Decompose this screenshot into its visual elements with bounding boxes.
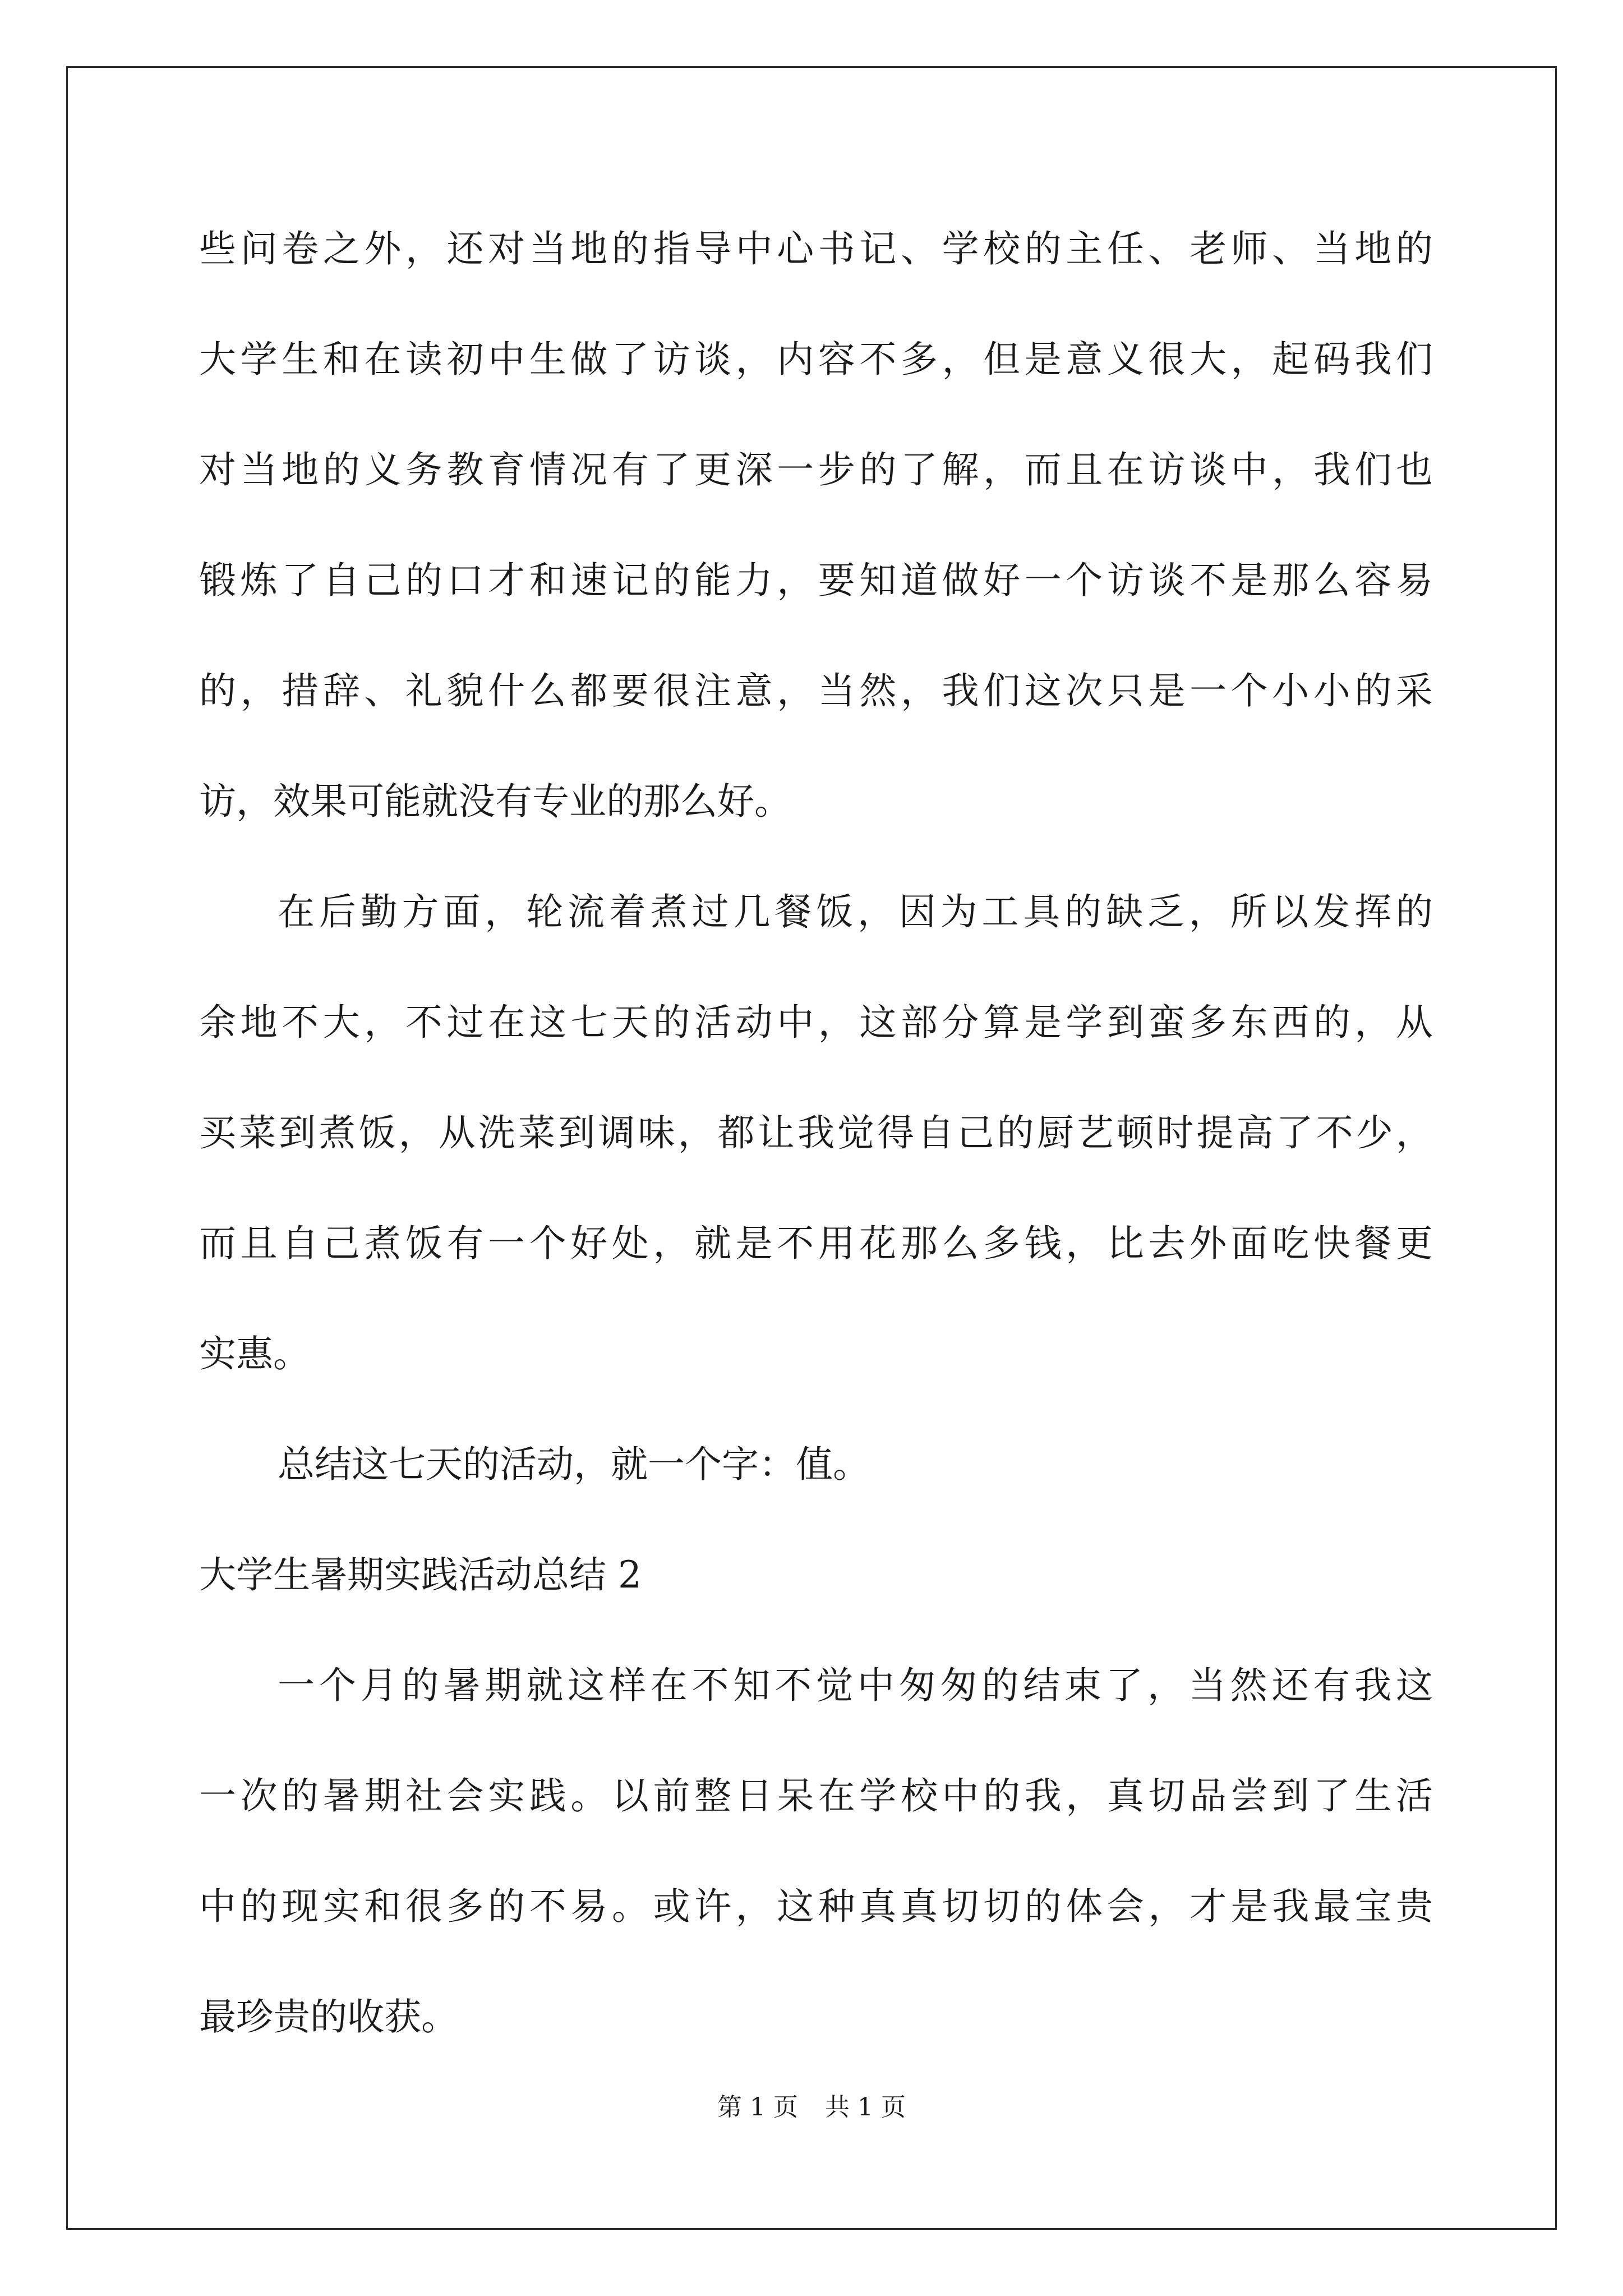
paragraph-line: 锻炼了自己的口才和速记的能力，要知道做好一个访谈不是那么容易: [199, 559, 1433, 602]
paragraph-line: 而且自己煮饭有一个好处，就是不用花那么多钱，比去外面吃快餐更: [199, 1222, 1433, 1265]
paragraph-line: 中的现实和很多的不易。或许，这种真真切切的体会，才是我最宝贵: [199, 1885, 1433, 1928]
paragraph-line: 一次的暑期社会实践。以前整日呆在学校中的我，真切品尝到了生活: [199, 1774, 1433, 1818]
document-body: [199, 194, 1433, 2072]
page-total: 共 1 页: [825, 2093, 906, 2122]
paragraph-line: 最珍贵的收获。: [199, 1995, 458, 2039]
paragraph-line: 余地不大，不过在这七天的活动中，这部分算是学到蛮多东西的，从: [199, 1001, 1433, 1044]
section-heading: 大学生暑期实践活动总结 2: [199, 1553, 642, 1596]
page-number: 第 1 页: [717, 2093, 798, 2122]
paragraph-line: 总结这七天的活动，就一个字：值。: [278, 1443, 870, 1486]
paragraph-line: 对当地的义务教育情况有了更深一步的了解，而且在访谈中，我们也: [199, 448, 1433, 491]
paragraph-line: 在后勤方面，轮流着煮过几餐饭，因为工具的缺乏，所以发挥的: [278, 890, 1433, 933]
paragraph-line: 一个月的暑期就这样在不知不觉中匆匆的结束了，当然还有我这: [278, 1664, 1433, 1707]
paragraph-line: 实惠。: [199, 1332, 310, 1375]
paragraph-line: 买菜到煮饭，从洗菜到调味，都让我觉得自己的厨艺顿时提高了不少，: [199, 1111, 1433, 1154]
paragraph-line: 访，效果可能就没有专业的那么好。: [199, 780, 791, 823]
paragraph-line: 的，措辞、礼貌什么都要很注意，当然，我们这次只是一个小小的采: [199, 669, 1433, 712]
paragraph-line: 大学生和在读初中生做了访谈，内容不多，但是意义很大，起码我们: [199, 338, 1433, 381]
paragraph-line: 些问卷之外，还对当地的指导中心书记、学校的主任、老师、当地的: [199, 227, 1433, 270]
page-footer: [0, 2087, 1623, 2123]
